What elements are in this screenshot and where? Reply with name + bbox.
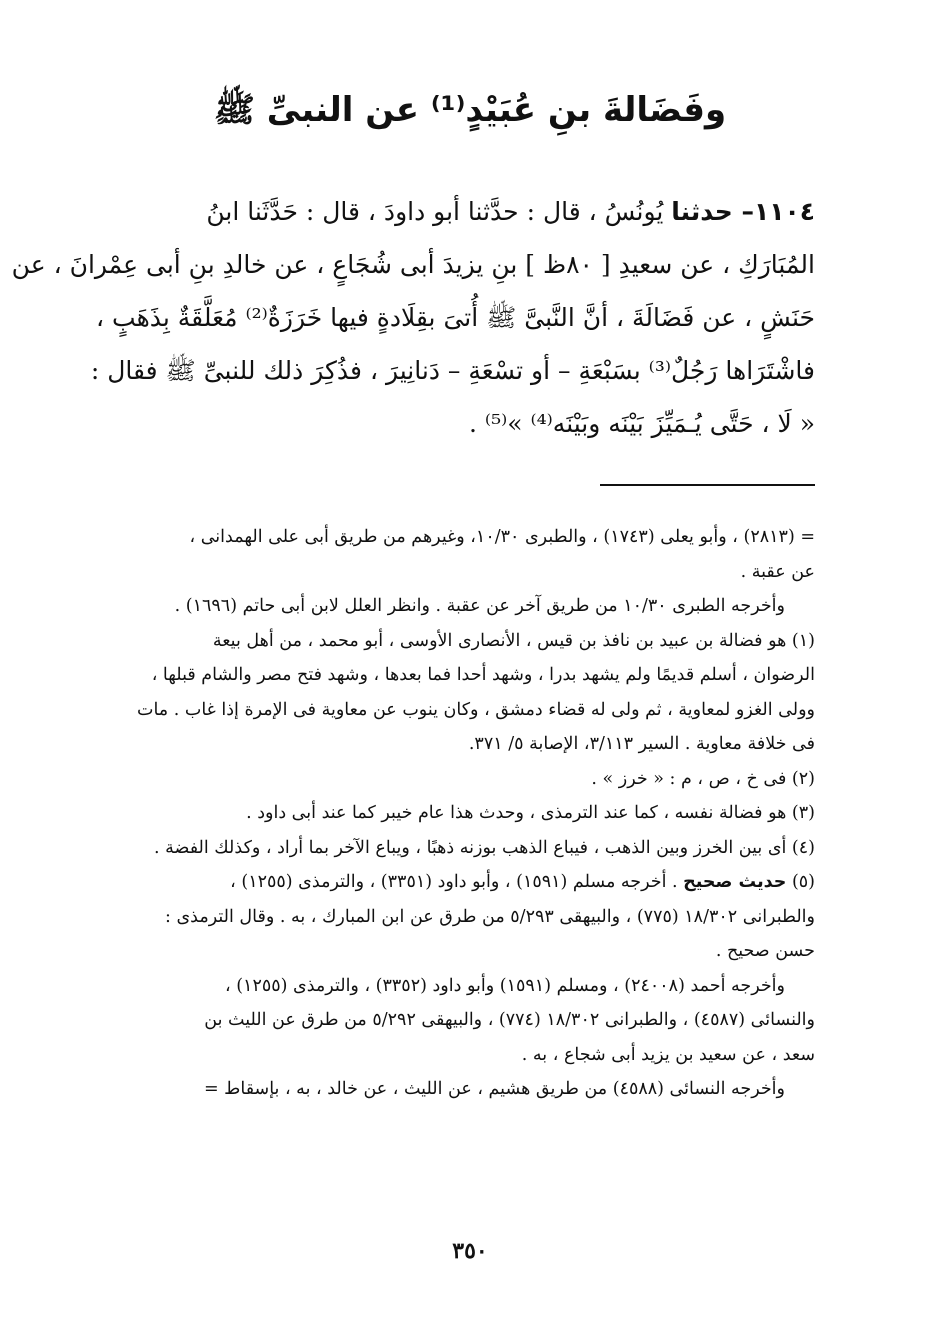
- footnote-line: والطبرانى ١٨/٣٠٢ (٧٧٥) ، والبيهقى ٥/٢٩٣ من طرق عن ابن المبارك ، به . وقال الترمذى :: [165, 906, 815, 927]
- hadith-line: [90, 344, 815, 397]
- footnote-line: (٤) أى بين الخرز وبين الذهب ، فيباع الذهب بوزنه ذهبًا ، ويباع الآخر بما أراد ، وكذلك الفضة .: [154, 837, 815, 858]
- footnote-line: = (٢٨١٣) ، وأبو يعلى (١٧٤٣) ، والطبرى ١٠/٣٠، وغيرهم من طريق أبى على الهمدانى ،: [189, 527, 815, 547]
- footnote-line: وأخرجه الطبرى ١٠/٣٠ من طريق آخر عن عقبة . وانظر العلل لابن أبى حاتم (١٦٩٦) .: [174, 596, 785, 616]
- hadith-line: [98, 397, 815, 450]
- footnote-line: (١) هو فضالة بن عبيد بن نافذ بن قيس ، الأنصارى الأوسى ، أبو محمد ، من أهل بيعة: [212, 630, 815, 651]
- footnote-line: حسن صحيح .: [715, 941, 815, 961]
- hadith-line: [11, 238, 815, 291]
- footnote-line: فى خلافة معاوية . السير ٣/١١٣، الإصابة ٥/ ٣٧١.: [468, 734, 815, 754]
- hadith-line-text: المُبَارَكِ ، عن سعيدِ [ ٨٠ظ ] بنِ يزيدَ أبى شُجَاعٍ ، عن خالدِ بنِ أبى عِمْرانَ ، عن: [11, 250, 815, 279]
- footnote-divider: [600, 484, 815, 486]
- hadith-line-text: يُونُسُ ، قال : حدَّثنا أبو داودَ ، قال : حَدَّثَنا ابنُ: [206, 197, 672, 226]
- footnote-line: [100, 865, 815, 900]
- footnote-line: وأخرجه أحمد (٢٤٠٠٨) ، ومسلم (١٥٩١) وأبو داود (٣٣٥٢) ، والترمذى (١٢٥٥) ،: [225, 975, 785, 996]
- hadith-line: [98, 291, 815, 344]
- footnote-line: سعد ، عن سعيد بن يزيد أبى شجاع ، به .: [521, 1044, 815, 1065]
- footnote-line: الرضوان ، أسلم قديمًا ولم يشهد بدرا ، وشهد أحدا فما بعدها ، وشهد فتح مصر والشام قبلها ،: [151, 665, 815, 685]
- footnote-line: وأخرجه النسائى (٤٥٨٨) من طريق هشيم ، عن الليث ، عن خالد ، به ، بإسقاط =: [203, 1079, 785, 1099]
- footnote-line: وولى الغزو لمعاوية ، ثم ولى له قضاء دمشق ، وكان ينوب عن معاوية فى الإمرة إذا غاب . مات: [136, 699, 815, 720]
- footnote-line: (٣) هو فضالة نفسه ، كما عند الترمذى ، وحدث هذا عام خيبر كما عند أبى داود .: [246, 803, 815, 823]
- hadith-line-text: حَنَشٍ ، عن فَضَالَةَ ، أنَّ النَّبىَّ ﷺ أُتىَ بقِلَادةٍ فيها خَرَزَةٌ⁽²⁾ مُعَلَّقَةٌ بِذَهَبٍ ،: [96, 303, 815, 332]
- hadith-line-text: « لَا ، حَتَّى يُـمَيِّزَ بَيْنَه وبَيْنَه⁽⁴⁾ »⁽⁵⁾ .: [469, 409, 815, 438]
- chapter-title: وفَضَالةَ بنِ عُبَيْدٍ⁽¹⁾ عن النبىِّ ﷺ: [213, 90, 727, 130]
- footnote-line: والنسائى (٤٥٨٧) ، والطبرانى ١٨/٣٠٢ (٧٧٤) ، والبيهقى ٥/٢٩٢ من طرق عن الليث بن: [204, 1010, 815, 1030]
- footnote-marker: (٥): [786, 872, 815, 892]
- footnotes: [100, 520, 815, 1107]
- footnote-line: عن عقبة .: [740, 561, 815, 582]
- hadith-text: [11, 185, 815, 450]
- grading-term: حديث صحيح: [683, 872, 787, 892]
- page-number: ٣٥٠: [452, 1238, 488, 1264]
- footnote-line: (٢) فى خ ، ص ، م : « خرز » .: [591, 768, 815, 789]
- hadith-line: [98, 185, 815, 238]
- footnote-line-text: . أخرجه مسلم (١٥٩١) ، وأبو داود (٣٣٥١) ، والترمذى (١٢٥٥) ،: [230, 872, 678, 892]
- hadith-number: ١١٠٤– حدثنا: [671, 197, 815, 226]
- hadith-line-text: فاشْتَرَاها رَجُلٌ⁽³⁾ بسَبْعَةِ – أو تسْعَةِ – دَنانِيرَ ، فذُكِرَ ذلك للنبىِّ ﷺ فقال :: [90, 356, 815, 385]
